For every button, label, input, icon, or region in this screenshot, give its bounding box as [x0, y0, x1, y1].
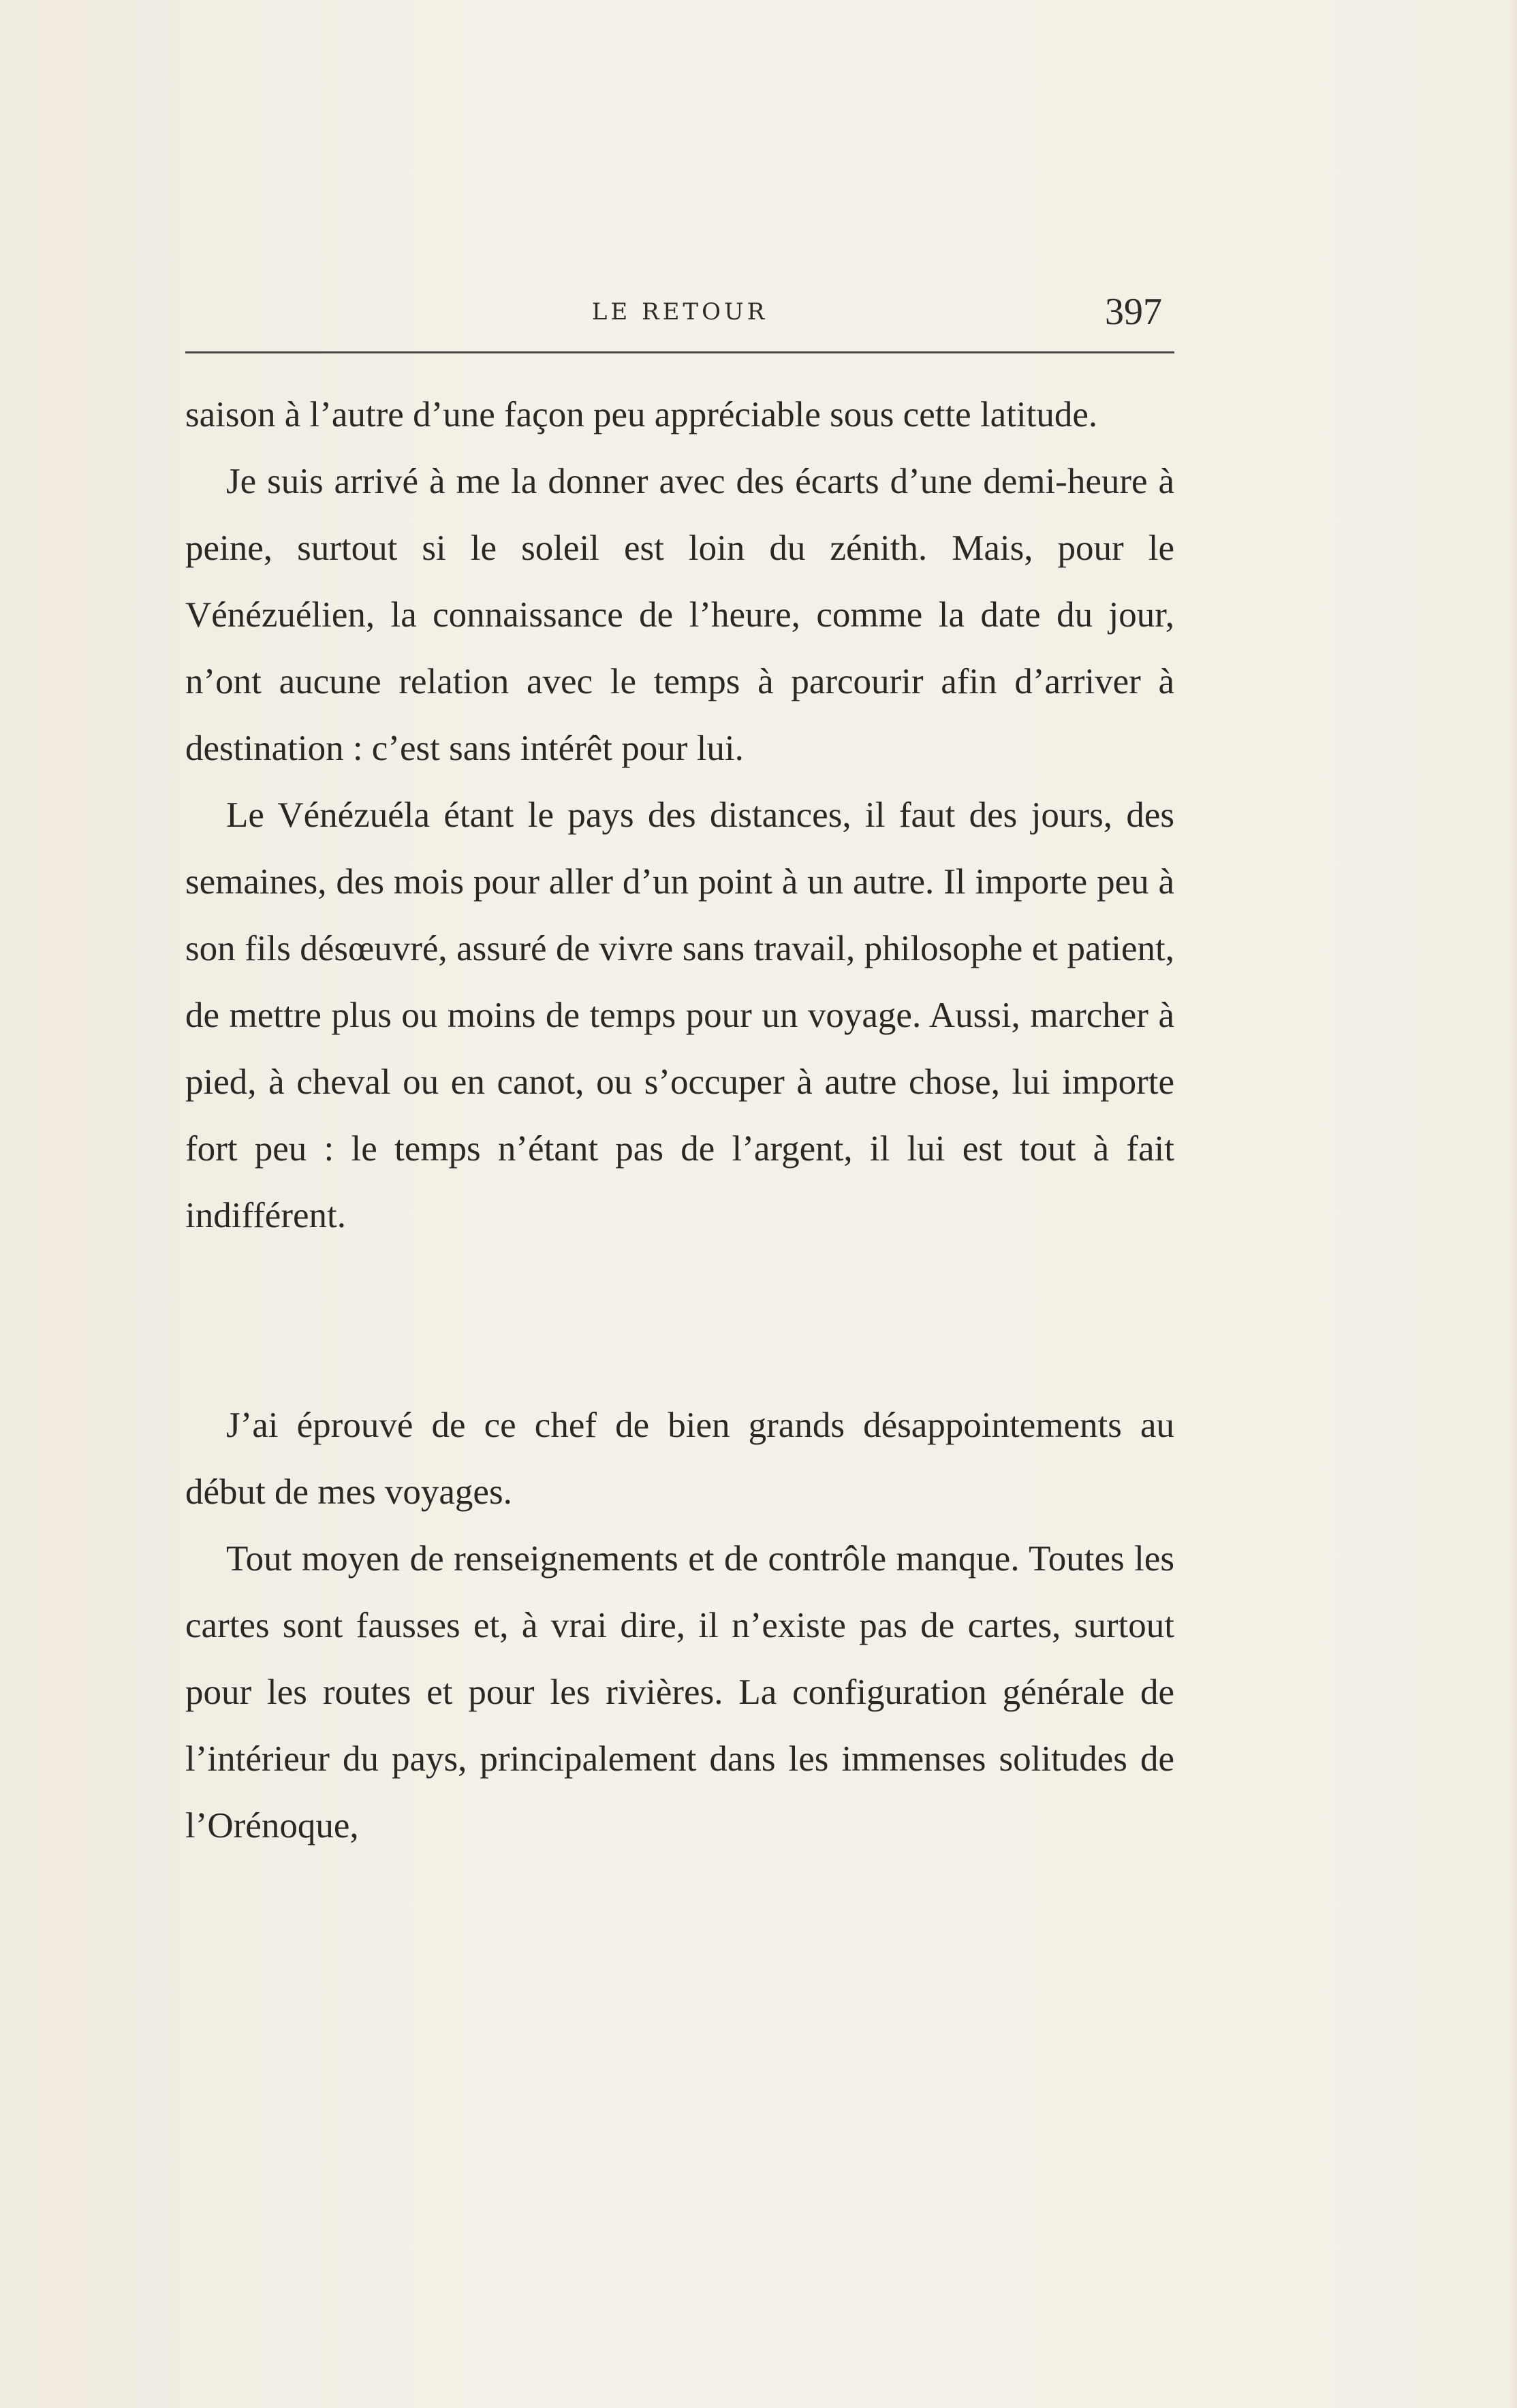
page-number: 397 [1105, 291, 1162, 333]
section-break [185, 1249, 1174, 1392]
body-text [185, 381, 1174, 1859]
running-title: LE RETOUR [591, 298, 768, 326]
page-edge-shadow [1507, 0, 1517, 2408]
paragraph: Je suis arrivé à me la donner avec des écarts d’une demi-heure à peine, surtout si le soleil est loin du zénith. Mais, pour le Vénézuélien, la connaissance de l’heure, comme la date du jour, n’ont aucune relation avec le temps à parcourir afin d’arriver à destination : c’est sans intérêt pour lui. [185, 462, 1174, 768]
paragraph: J’ai éprouvé de ce chef de bien grands désappointements au début de mes voyages. [185, 1406, 1174, 1512]
paragraph-continued: saison à l’autre d’une façon peu appréciable sous cette latitude. [185, 395, 1098, 434]
paragraph: Tout moyen de renseignements et de contrôle manque. Toutes les cartes sont fausses et, à vrai dire, il n’existe pas de cartes, surtout pour les routes et pour les rivières. La configuration générale de l’intérieur du pays, principalement dans les immenses solitudes de l’Orénoque, [185, 1539, 1174, 1845]
header-rule [185, 351, 1174, 353]
page-header [185, 286, 1174, 340]
paragraph: Le Vénézuéla étant le pays des distances, il faut des jours, des semaines, des mois pour aller d’un point à un autre. Il importe peu à son fils désœuvré, assuré de vivre sans travail, philosophe et patient, de mettre plus ou moins de temps pour un voyage. Aussi, marcher à pied, à cheval ou en canot, ou s’occuper à autre chose, lui importe fort peu : le temps n’étant pas de l’argent, il lui est tout à fait indifférent. [185, 795, 1174, 1235]
